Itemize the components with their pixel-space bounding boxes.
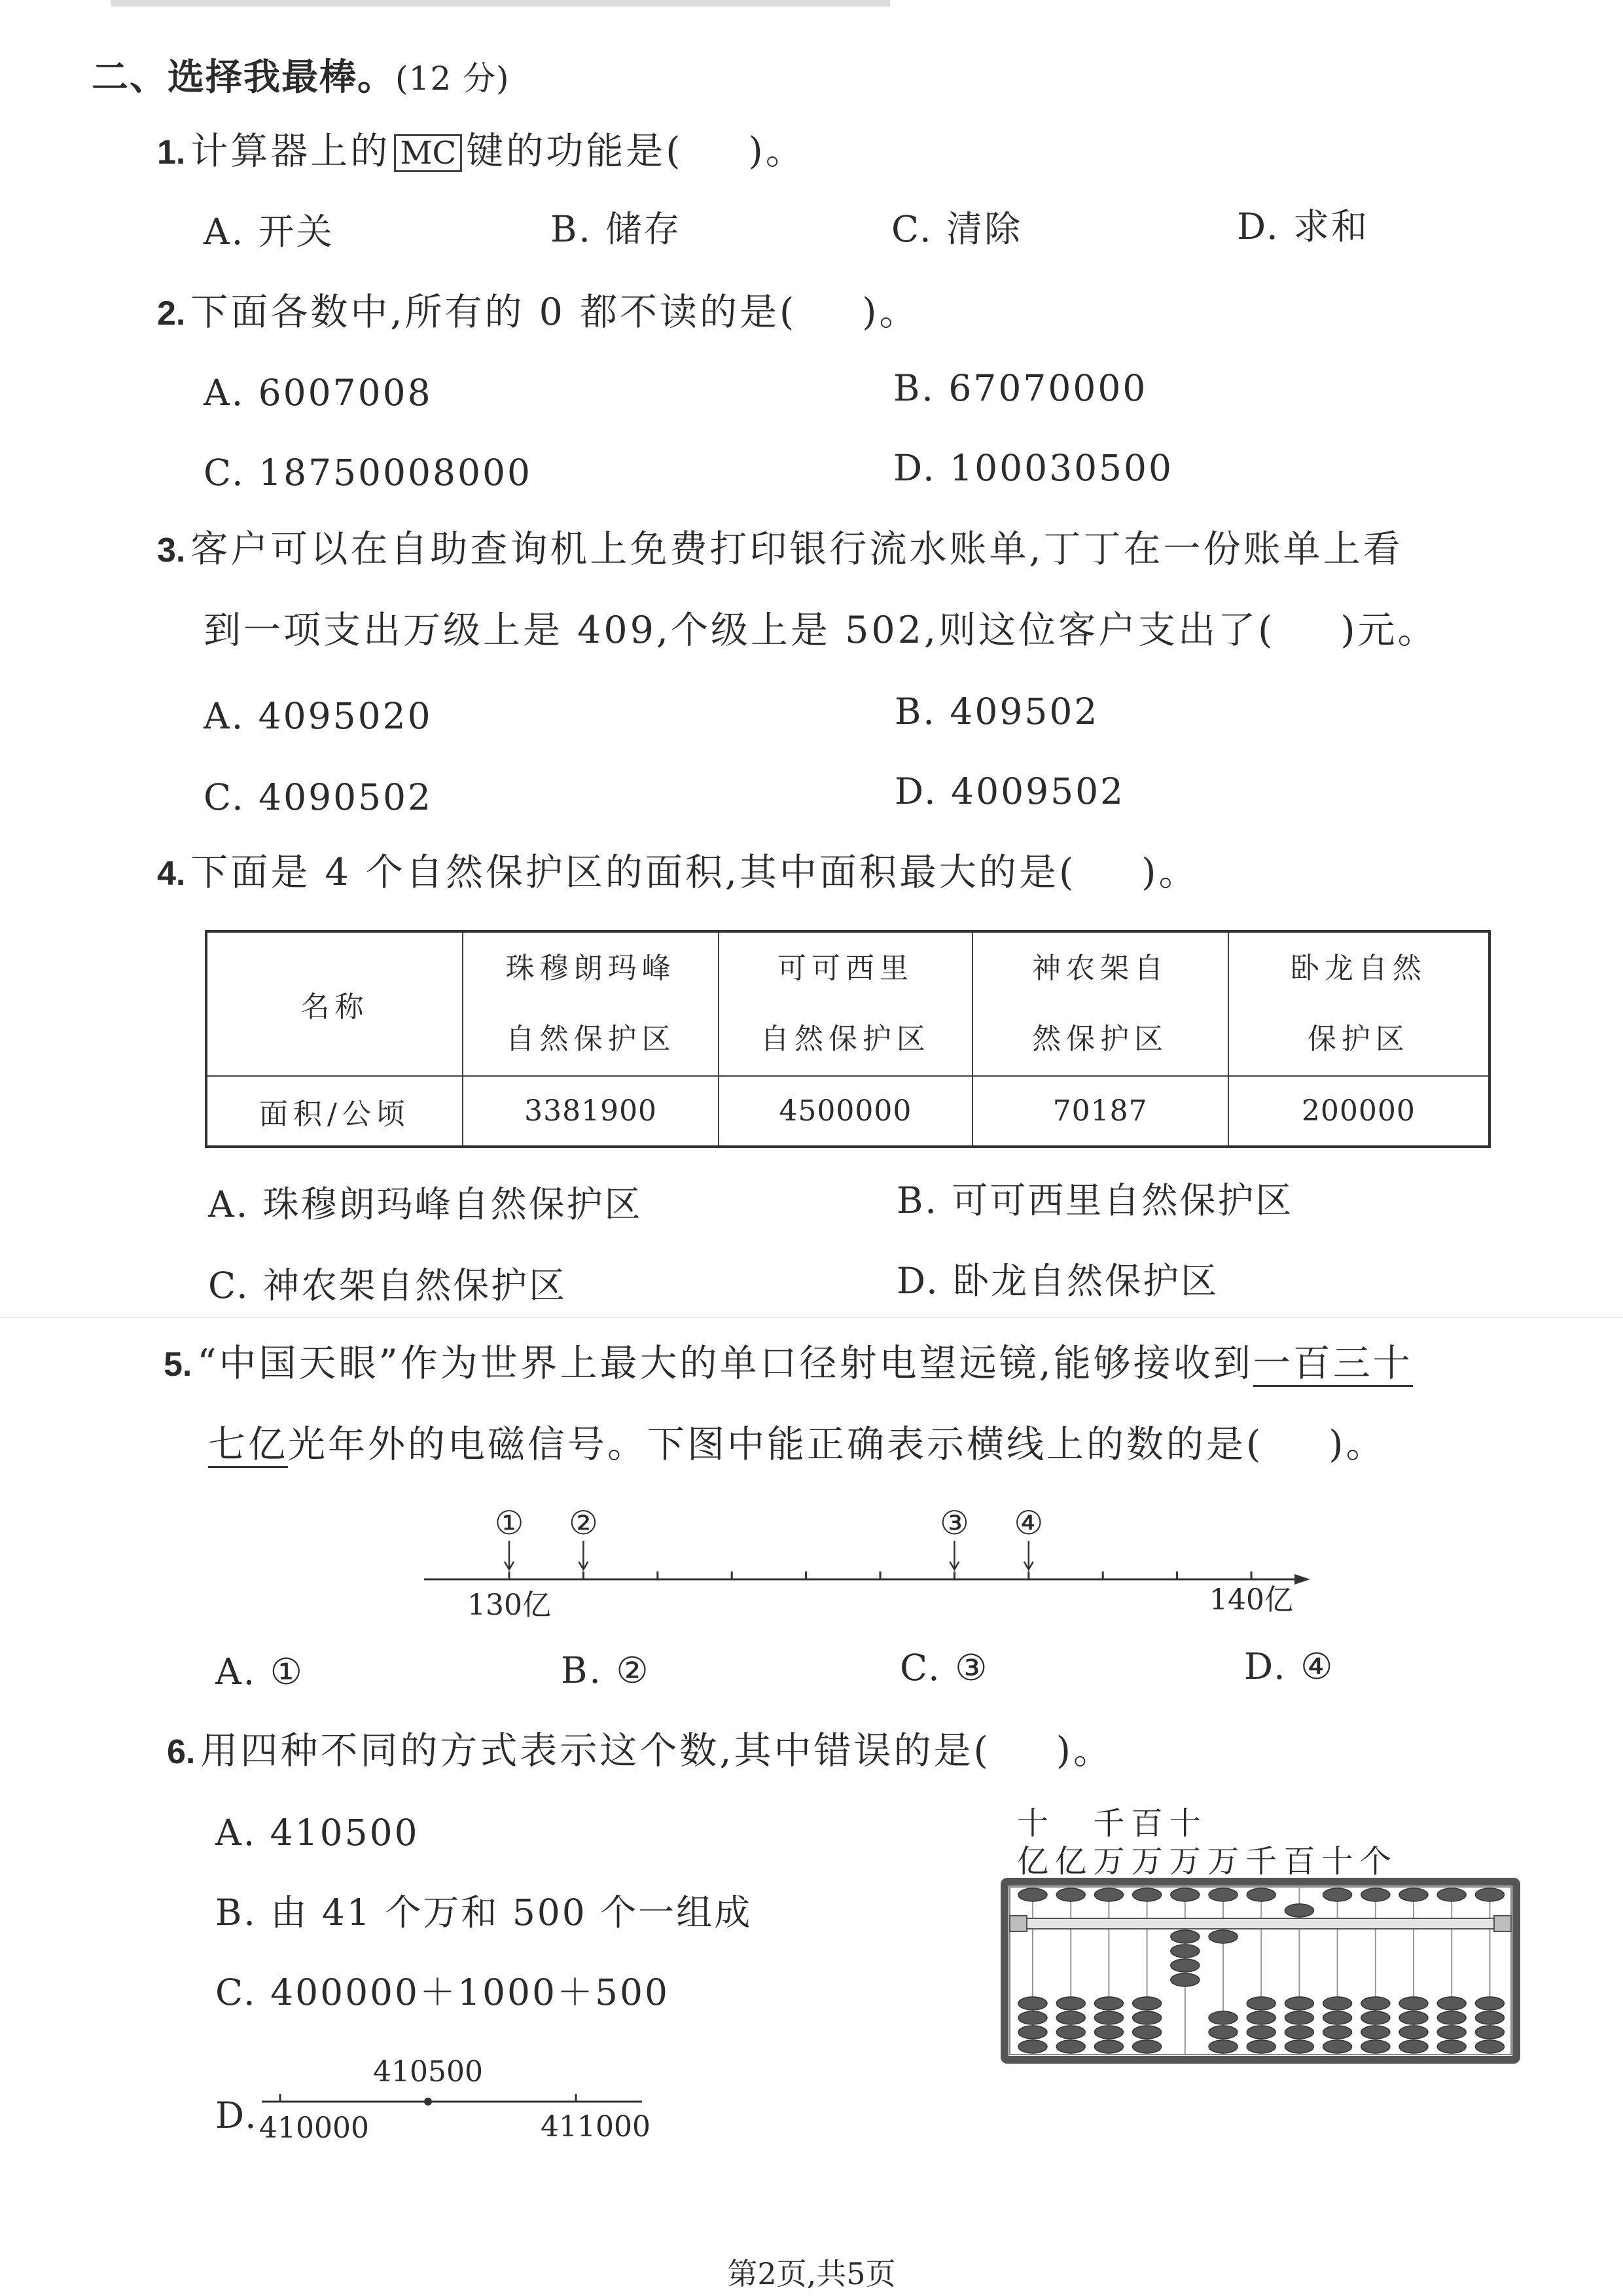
abacus-place-label-top: 十 — [1169, 1805, 1201, 1842]
q4-option-b[interactable]: B. 可可西里自然保护区 — [897, 1179, 1294, 1221]
q6-option-a[interactable]: A. 410500 — [215, 1812, 419, 1854]
lower-bead-active — [1171, 1930, 1200, 1943]
lower-bead — [1133, 1997, 1162, 2010]
question-number: 5. — [164, 1346, 192, 1384]
lower-bead — [1056, 2011, 1085, 2024]
lower-bead — [1056, 2040, 1085, 2053]
answer-blank[interactable] — [1275, 617, 1340, 643]
table-row — [206, 931, 1489, 1076]
answer-blank[interactable] — [683, 137, 749, 164]
question-3-line-2 — [204, 609, 1438, 652]
lower-bead — [1247, 2011, 1275, 2024]
upper-bead — [1209, 1888, 1238, 1901]
q3-option-b[interactable]: B. 409502 — [895, 691, 1099, 732]
q2-option-b[interactable]: B. 67070000 — [893, 367, 1148, 409]
reserve-name-line: 自然保护区 — [505, 1022, 676, 1056]
question-text: 键的功能是( — [466, 130, 683, 173]
lower-bead — [1056, 1997, 1085, 2010]
lower-bead — [1285, 2040, 1313, 2053]
lower-bead — [1018, 1997, 1047, 2010]
lower-bead — [1475, 2011, 1504, 2024]
question-6 — [167, 1729, 1113, 1774]
abacus-place-label-top: 十 — [1016, 1805, 1048, 1842]
lower-bead — [1399, 2011, 1428, 2024]
upper-bead — [1133, 1888, 1162, 1901]
upper-bead — [1056, 1888, 1085, 1901]
question-number: 3. — [157, 531, 186, 569]
scan-edge-strip — [111, 0, 890, 7]
lower-bead — [1133, 2011, 1162, 2024]
reserve-name-line: 可可西里 — [777, 952, 914, 985]
area-value: 4500000 — [719, 1076, 972, 1147]
question-text: )。 — [1329, 1423, 1386, 1466]
q6-option-d[interactable]: D. — [215, 2094, 259, 2136]
q5-option-d[interactable]: D. ④ — [1244, 1645, 1335, 1687]
section-title — [92, 48, 510, 101]
abacus-place-label: 万 — [1169, 1843, 1201, 1880]
lower-bead — [1018, 2011, 1047, 2024]
lower-bead-active — [1209, 1930, 1238, 1943]
table-row — [206, 1076, 1489, 1147]
lower-bead — [1209, 2040, 1238, 2053]
lower-bead — [1018, 2040, 1047, 2053]
lower-bead — [1323, 2040, 1352, 2053]
q1-option-d[interactable]: D. 求和 — [1237, 206, 1370, 247]
reserve-name-line: 神农架自 — [1032, 952, 1169, 985]
q3-option-c[interactable]: C. 4090502 — [204, 776, 433, 818]
q2-option-d[interactable]: D. 100030500 — [893, 447, 1174, 489]
table-cell — [463, 931, 719, 1076]
lower-bead — [1361, 2011, 1390, 2024]
lower-bead — [1285, 2011, 1313, 2024]
question-text: )元。 — [1340, 609, 1438, 652]
lower-bead — [1094, 2011, 1123, 2024]
table-cell — [1228, 931, 1489, 1076]
beam-bracket — [1494, 1916, 1511, 1931]
abacus-place-label: 万 — [1207, 1843, 1239, 1880]
question-text: 下面是 4 个自然保护区的面积,其中面积最大的是( — [190, 851, 1077, 894]
lower-bead — [1399, 2040, 1428, 2053]
lower-bead — [1399, 1997, 1428, 2010]
q3-option-d[interactable]: D. 4009502 — [895, 770, 1126, 812]
question-text: )。 — [748, 130, 806, 173]
lower-bead — [1094, 2040, 1123, 2053]
row-header-name: 名称 — [206, 931, 463, 1076]
abacus-place-label-top: 百 — [1131, 1805, 1163, 1842]
lower-bead — [1018, 2026, 1047, 2039]
axis-max-label: 140亿 — [1209, 1583, 1293, 1617]
axis-arrow-icon — [1294, 1574, 1310, 1585]
q1-option-c[interactable]: C. 清除 — [891, 208, 1023, 250]
axis-min-label: 410000 — [259, 2111, 369, 2145]
lower-bead — [1285, 2026, 1313, 2039]
abacus-place-label: 百 — [1283, 1843, 1315, 1880]
reserve-name-line: 珠穆朗玛峰 — [505, 952, 676, 985]
question-number: 2. — [157, 295, 186, 332]
upper-bead — [1323, 1888, 1352, 1901]
question-text: “中国天眼”作为世界上最大的单口径射电望远镜,能够接收到 — [197, 1342, 1253, 1385]
lower-bead — [1323, 1997, 1352, 2010]
answer-blank[interactable] — [991, 1737, 1056, 1763]
upper-bead — [1399, 1888, 1428, 1901]
q4-option-d[interactable]: D. 卧龙自然保护区 — [897, 1260, 1219, 1302]
lower-bead — [1437, 2026, 1466, 2039]
upper-bead — [1437, 1888, 1466, 1901]
lower-bead — [1323, 2026, 1352, 2039]
q2-option-a[interactable]: A. 6007008 — [204, 372, 433, 414]
marker-label: ① — [494, 1504, 524, 1542]
table-cell — [719, 931, 972, 1076]
question-text: 用四种不同的方式表示这个数,其中错误的是( — [200, 1729, 991, 1772]
abacus-place-label: 亿 — [1016, 1843, 1048, 1880]
beam-bracket — [1010, 1916, 1027, 1931]
page-footer: 第2页,共5页 — [727, 2256, 896, 2291]
marker-label: ③ — [939, 1504, 969, 1542]
lower-bead — [1094, 1997, 1123, 2010]
abacus-place-label: 千 — [1245, 1843, 1277, 1880]
upper-bead — [1361, 1888, 1390, 1901]
q4-option-c[interactable]: C. 神农架自然保护区 — [208, 1265, 567, 1306]
reserve-name-line: 然保护区 — [1032, 1022, 1169, 1056]
nature-reserve-table — [205, 930, 1491, 1148]
lower-bead — [1247, 2040, 1275, 2053]
question-text: 计算器上的 — [190, 130, 391, 173]
q1-option-b[interactable]: B. 储存 — [550, 208, 682, 250]
q5-option-a[interactable]: A. ① — [215, 1651, 304, 1693]
upper-bead — [1018, 1888, 1047, 1901]
q6-option-c[interactable]: C. 400000＋1000＋500 — [215, 1971, 669, 2013]
lower-bead — [1247, 1997, 1275, 2010]
q2-option-c[interactable]: C. 18750008000 — [204, 452, 533, 493]
lower-bead — [1133, 2026, 1162, 2039]
lower-bead — [1361, 1997, 1390, 2010]
abacus-place-label: 个 — [1359, 1843, 1391, 1880]
question-text: 客户可以在自助查询机上免费打印银行流水账单,丁丁在一份账单上看 — [190, 528, 1403, 571]
area-value: 70187 — [972, 1076, 1228, 1147]
mc-key-box: MC — [394, 134, 462, 172]
reserve-name-line: 保护区 — [1307, 1022, 1410, 1056]
lower-bead — [1285, 1997, 1313, 2010]
abacus-place-label: 万 — [1131, 1843, 1163, 1880]
lower-bead — [1323, 2011, 1352, 2024]
abacus-place-label: 万 — [1093, 1843, 1125, 1880]
lower-bead-active — [1171, 1959, 1200, 1972]
question-text: 下面各数中,所有的 0 都不读的是( — [190, 291, 797, 334]
upper-bead-active — [1285, 1904, 1313, 1917]
question-2 — [157, 291, 919, 335]
lower-bead — [1475, 2040, 1504, 2053]
point-label: 410500 — [373, 2055, 483, 2089]
axis-min-label: 130亿 — [467, 1588, 551, 1622]
question-number: 6. — [167, 1733, 196, 1771]
q4-option-a[interactable]: A. 珠穆朗玛峰自然保护区 — [208, 1183, 643, 1225]
abacus — [1001, 1878, 1520, 2064]
marker-label: ② — [568, 1504, 598, 1542]
lower-bead — [1437, 2040, 1466, 2053]
lower-bead — [1056, 2026, 1085, 2039]
q1-option-a[interactable]: A. 开关 — [204, 211, 334, 253]
question-3 — [157, 528, 1403, 572]
question-text: 到一项支出万级上是 409,个级上是 502,则这位客户支出了( — [204, 609, 1275, 652]
lower-bead-active — [1171, 1945, 1200, 1958]
reserve-name-line: 自然保护区 — [760, 1022, 931, 1056]
upper-bead — [1247, 1888, 1275, 1901]
area-value: 200000 — [1228, 1076, 1489, 1147]
number-line-130-140 — [419, 1503, 1315, 1624]
lower-bead — [1437, 1997, 1466, 2010]
row-header-area: 面积/公顷 — [206, 1076, 463, 1147]
question-4 — [157, 851, 1198, 895]
table-cell — [972, 931, 1228, 1076]
question-text: 光年外的电磁信号。下图中能正确表示横线上的数的是( — [288, 1423, 1264, 1466]
axis-max-label: 411000 — [541, 2110, 651, 2144]
lower-bead-active — [1171, 1973, 1200, 1986]
section-points: (12 分) — [395, 60, 510, 98]
question-1 — [157, 130, 806, 174]
lower-bead — [1094, 2026, 1123, 2039]
question-5 — [164, 1342, 1413, 1387]
lower-bead — [1133, 2040, 1162, 2053]
lower-bead — [1361, 2026, 1390, 2039]
abacus-place-label-top: 千 — [1093, 1805, 1125, 1842]
abacus-beam — [1010, 1918, 1511, 1929]
q6-option-b[interactable]: B. 由 41 个万和 500 个一组成 — [215, 1892, 753, 1933]
answer-blank[interactable] — [1263, 1431, 1329, 1457]
underlined-number: 一百三十 — [1253, 1342, 1413, 1387]
abacus-place-label: 亿 — [1055, 1843, 1087, 1880]
lower-bead — [1247, 2026, 1275, 2039]
lower-bead — [1437, 2011, 1466, 2024]
question-5-line-2 — [208, 1423, 1386, 1468]
lower-bead — [1209, 2011, 1238, 2024]
reserve-name-line: 卧龙自然 — [1290, 952, 1427, 985]
q3-option-a[interactable]: A. 4095020 — [204, 695, 433, 737]
upper-bead — [1094, 1888, 1123, 1901]
q5-option-b[interactable]: B. ② — [561, 1649, 651, 1691]
marker-label: ④ — [1014, 1504, 1044, 1542]
page-fold-divider — [0, 1317, 1623, 1318]
lower-bead — [1475, 2026, 1504, 2039]
underlined-number: 七亿 — [208, 1423, 288, 1468]
q5-option-c[interactable]: C. ③ — [900, 1647, 990, 1689]
upper-bead — [1171, 1888, 1200, 1901]
area-value: 3381900 — [463, 1076, 719, 1147]
question-text: )。 — [1141, 851, 1199, 894]
lower-bead — [1399, 2026, 1428, 2039]
lower-bead — [1361, 2040, 1390, 2053]
question-number: 1. — [157, 134, 186, 171]
number-point — [424, 2098, 432, 2106]
question-text: )。 — [862, 291, 919, 334]
section-title-text: 二、选择我最棒。 — [92, 56, 395, 99]
lower-bead — [1209, 2026, 1238, 2039]
answer-blank[interactable] — [796, 298, 862, 325]
abacus-place-label: 十 — [1321, 1843, 1353, 1880]
question-text: )。 — [1056, 1729, 1113, 1772]
upper-bead — [1475, 1888, 1504, 1901]
lower-bead — [1475, 1997, 1504, 2010]
number-line-410000-411000 — [249, 2042, 668, 2150]
question-number: 4. — [157, 855, 186, 893]
answer-blank[interactable] — [1076, 859, 1141, 885]
